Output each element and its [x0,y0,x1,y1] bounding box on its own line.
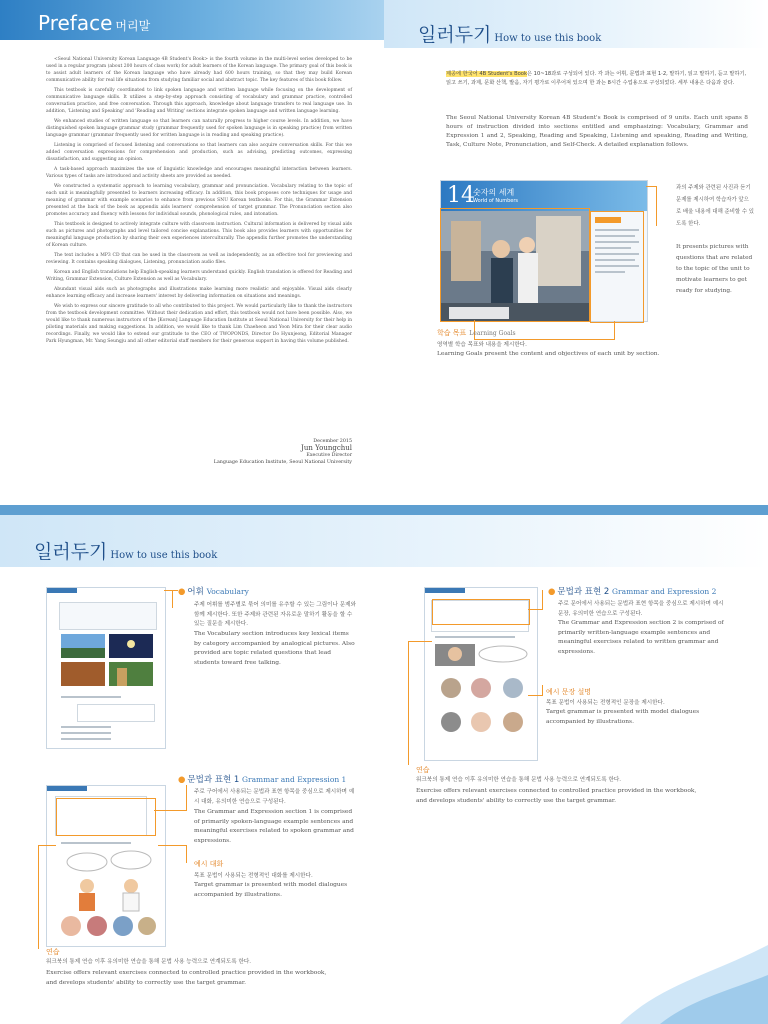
callout-line [186,785,187,811]
preface-paragraph: We wish to express our sincere gratitude to all who contributed to this project. We would particularly like to thank the instructors from the textbook development committee. Without their dedication and effort, this textbook would not have been possible. Also, we would like to thank numerous instructors of the [Korean] Language Education Institute at Seoul National University for their help in piloting materials and making suggestions. In addition, we would like to thank Lim Chaeheon and Yoon Mira for their clear audio recordings. Finally, we would like to extend our gratitude to the CEO of TWOPONDS, Director Do Hyunjeong, Editorial Manager Park Hyungman, Mr. Yang Seungju and all other editorial staff members for their generous support in having this volume published. [46,304,352,344]
howto1-title [418,20,601,47]
callout-line [528,609,542,610]
grammar1-title: ● 문법과 표현 1 Grammar and Expression 1 [178,775,347,785]
preface-paragraph: Korean and English translations help English-speaking learners understand quickly. English translation is offered for Reading and Writing, Grammar Extension, Culture Extension as well as Vocabulary. [46,270,352,282]
grammar1-desc-en: The Grammar and Expression section 1 is comprised of primarily spoken-language example sentences and meaningful exercises related to spoken grammar and expressions. [194,809,354,844]
practice-right-label: 연습 [416,766,430,774]
unit-title: 숫자의 세계 [473,188,515,197]
callout-line [646,186,656,187]
preface-body [46,56,352,348]
text-line [61,696,121,698]
preface-title [38,11,150,35]
callout-line [164,590,178,591]
preface-paragraph: <Seoul National University Korean Language 4B Student's Book> is the fourth volume in the multi-level series developed to be used in a regular program (about 200 hours of class work) for adult learners of the Korean language. The primary goal of this book is to assist adult learners of the Korean language who have already had 600 hours training, so that they may build Korean communicative ability for real life situations from studying familiar social and abstract topic. The key features of this book follow. [46,57,352,83]
grammar2-title-num: 2 [603,587,610,597]
callout-line [154,810,186,811]
goals-label [437,328,516,338]
preface-paragraph: Abundant visual aids such as photographs and illustrations make learning more realistic and enjoyable. Visual aids clearly enhance learning efficacy and increase learners' interest by delivering information on situations and meanings. [46,287,352,299]
grammar1-example-label: 예시 대화 [194,860,224,868]
goals-label-en: Learning Goals [469,330,516,337]
howto2-title-kr: 일러두기 [34,541,108,563]
opener-desc-kr: 과의 주제와 관련된 사진과 듣기 문제를 제시하여 학습자가 앞으로 배울 내용에 대해 준비할 수 있도록 한다. [676,185,754,227]
grammar2-callout-box [432,599,530,625]
howto1-intro-en: The Seoul National University Korean 4B Student's Book is comprised of 9 units. Each unit spans 8 hours of instruction divided into sections entitled and emphasizing: Vocabulary, Grammar and Expression 1 and 2, Speaking, Reading and Speaking, Listening and speaking, Reading and Writing, Task, Culture Note, Pronunciation, and Self-Check. A detailed explanation follows. [446,115,748,148]
grammar1-callout-box [56,798,156,836]
text-line [61,732,111,734]
callout-line [186,845,187,863]
preface-paragraph: This textbook is designed to actively integrate culture with classroom instruction. Cultural information is delivered by visual aids such as pictures and photographs and level tailored concise explanations. This book also provides learners with opportunities for meaningful language production by sharing their own experiences interculturally. The appendix further promotes the understanding of Korean culture. [46,222,352,248]
callout-line [474,339,615,340]
vocab-title: ● 어휘 Vocabulary [178,587,249,597]
grammar1-title-kr: 문법과 표현 1 [187,775,240,785]
grammar2-tag [425,588,465,593]
preface-signer: Jun Youngchul [301,444,352,452]
grammar1-example-kr: 목표 문법이 사용되는 전형적인 대화를 제시한다. [194,873,313,879]
grammar2-desc-kr: 주로 문어에서 사용되는 문법과 표현 항목을 중심으로 제시하며 예시 문장, 유의미한 연습으로 구성된다. [558,601,724,617]
practice-right-en1: Exercise offers relevant exercises connected to controlled practice provided in the workbook, [416,788,697,794]
vocab-thumbnail [46,587,166,749]
grammar2-example-label: 예시 문장 설명 [546,688,592,696]
grammar1-example-en: Target grammar is presented with model dialogues accompanied by illustrations. [194,882,348,898]
callout-line [656,186,657,226]
vocab-desc-en: The Vocabulary section introduces key lexical items by category accompanied by analogical pictures. Also provided are topic related questions that lead students toward free talking. [194,631,355,666]
callout-line [542,590,543,610]
practice-left-en1: Exercise offers relevant exercises connected to controlled practice provided in the workbook, [46,970,327,976]
unit-subtitle: World of Numbers [473,198,519,204]
vocab-title-kr: 어휘 [187,587,204,597]
practice-right-kr: 워크북의 통제 연습 이후 유의미한 연습을 통해 문법 사용 능력으로 연계되도록 한다. [416,777,622,783]
callout-line [38,845,39,949]
preface-title-en: Preface [38,11,113,35]
grammar1-desc-kr: 주로 구어에서 사용되는 문법과 표현 항목을 중심으로 제시하며 예시 대화, 유의미한 연습으로 구성된다. [194,789,355,805]
preface-institute: Language Education Institute, Seoul National University [213,460,352,465]
goals-desc-kr: 영역별 학습 목표와 내용을 제시한다. [437,342,527,348]
grammar2-title-en: Grammar and Expression 2 [612,587,717,596]
howto-page-1 [384,0,768,505]
text-line [61,726,111,728]
grammar1-title-en: Grammar and Expression 1 [242,775,347,784]
decorative-wave [620,945,768,1024]
howto-page-2 [0,515,768,1024]
preface-paragraph: Listening is comprised of focused listening and conversations so that learners can also acquire conversation skills. For this we added conversation expressions for comprehension and production, such as advising, predicting outcomes, expressing dissatisfaction, and suggesting an opinion. [46,143,352,162]
vocab-title-en: Vocabulary [206,587,249,596]
vocab-photos [61,634,153,688]
vocab-table [77,704,155,722]
grammar1-illustrations [57,848,157,938]
howto2-title [34,537,217,564]
preface-paragraph: We enhanced studies of written language so that learners can naturally progress to higher course levels. In addition, we have distinguished spoken language grammar study (grammar frequently used for spoken language is in speaking practice) from written language grammar (grammar frequently used for written language is in reading and speaking practice). [46,119,352,138]
preface-date: December 2015 [313,439,352,444]
intro-highlight: 제공에 한국어 4B Student's Book [446,71,527,77]
grammar2-title: ● 문법과 표현 2 Grammar and Expression 2 [548,587,717,597]
preface-paragraph: The text includes a MP3 CD that can be used in the classroom as well as independently, as an effective tool for previewing and reviewing. It contains speaking dialogues, Listening, pronunciation audio files. [46,253,352,265]
preface-title-kr: 머리말 [115,19,151,33]
vocab-desc-kr: 주제 어휘를 범주별로 묶어 의미를 유추할 수 있는 그림이나 문제와 함께 제시한다. 또한 주제와 관련된 자유로운 말하기 활동을 할 수 있는 질문을 제시한다. [194,602,356,627]
text-line [61,842,131,844]
vocab-box [59,602,157,630]
callout-line [614,321,615,339]
preface-paragraph: A task-based approach maximizes the use of linguistic knowledge and encourages meaningful interaction between learners. Various types of tasks are introduced and activity sheets are provided as needed. [46,167,352,179]
goals-callout-box [590,211,644,323]
callout-line [158,845,186,846]
unit-number: 14 [447,183,475,208]
goals-label-kr: 학습 목표 [437,329,467,337]
preface-page [0,0,384,505]
text-line [61,738,111,740]
grammar2-example-kr: 목표 문법이 사용되는 전형적인 문장을 제시한다. [546,700,665,706]
howto2-title-en: How to use this book [110,550,218,561]
grammar2-example-en: Target grammar is presented with model dialogues accompanied by illustrations. [546,709,700,725]
practice-left-label: 연습 [46,948,60,956]
callout-line [408,641,409,765]
practice-left-en2: and develops students' ability to correctly use the target grammar. [46,980,246,986]
practice-left-kr: 워크북의 통제 연습 이후 유의미한 연습을 통해 문법 사용 능력으로 연계되도록 한다. [46,959,252,965]
goals-desc-en: Learning Goals present the content and objectives of each unit by section. [437,351,660,357]
howto1-title-en: How to use this book [494,33,602,44]
preface-paragraph: This textbook is carefully coordinated to link spoken language and written language while focusing on the development of communicative language skills. It utilizes a step-by-step approach consisting of vocabulary and grammar practice, controlled conversation practice, and free conversation. Through this approach, knowledge about language transfers to real language use. In addition, 'Listening and Speaking' and 'Reading and Writing' sections integrate spoken language and written language learning. [46,88,352,114]
practice-right-en2: and develops students' ability to correctly use the target grammar. [416,798,616,804]
preface-signature [152,438,352,466]
howto1-intro-kr [446,70,748,88]
preface-signer-title: Executive Director [306,453,352,458]
vocab-tag [47,588,77,593]
text-line [435,636,515,638]
intro-kr-text: 은 10~18과로 구성되어 있다. 각 과는 어휘, 문법과 표현 1·2, 말하기, 읽고 말하기, 듣고 말하기, 읽고 쓰기, 과제, 문화 산책, 발음, 자기 평가로 이루어져 있으며 한 과는 8시간 수업용으로 구성되었다. 세부 내용은 다음과 같다. [446,71,747,86]
preface-paragraph: We constructed a systematic approach to learning vocabulary, grammar and pronunciation. Vocabulary relating to the topic of each unit is meaningfully presented to learners increasing efficacy. In addition, this book proposes core techniques for usage and meaning of grammar with example scenarios to enhance from previous SNU Korean textbooks. For this, the Grammar Extension presented at the back of the book as appendix aids learners' comprehension of target grammar. The Pronunciation section also promotes accuracy and fluency with lessons for individual sounds, phonological rules, and intonation. [46,184,352,217]
grammar2-title-kr: 문법과 표현 [557,587,602,597]
callout-line [408,641,432,642]
opener-desc-en: It presents pictures with questions that are related to the topic of the unit to motivate learners to get ready for studying. [676,244,753,294]
howto1-title-kr: 일러두기 [418,24,492,46]
photo-callout-box [440,208,590,322]
grammar2-desc-en: The Grammar and Expression section 2 is comprised of primarily written-language example sentences and meaningful exercises related to written grammar and expressions. [558,620,724,655]
callout-line [542,685,543,696]
callout-line [172,590,173,608]
callout-line [528,695,542,696]
grammar2-photos [433,644,533,756]
callout-line [38,845,56,846]
grammar1-tag [47,786,87,791]
